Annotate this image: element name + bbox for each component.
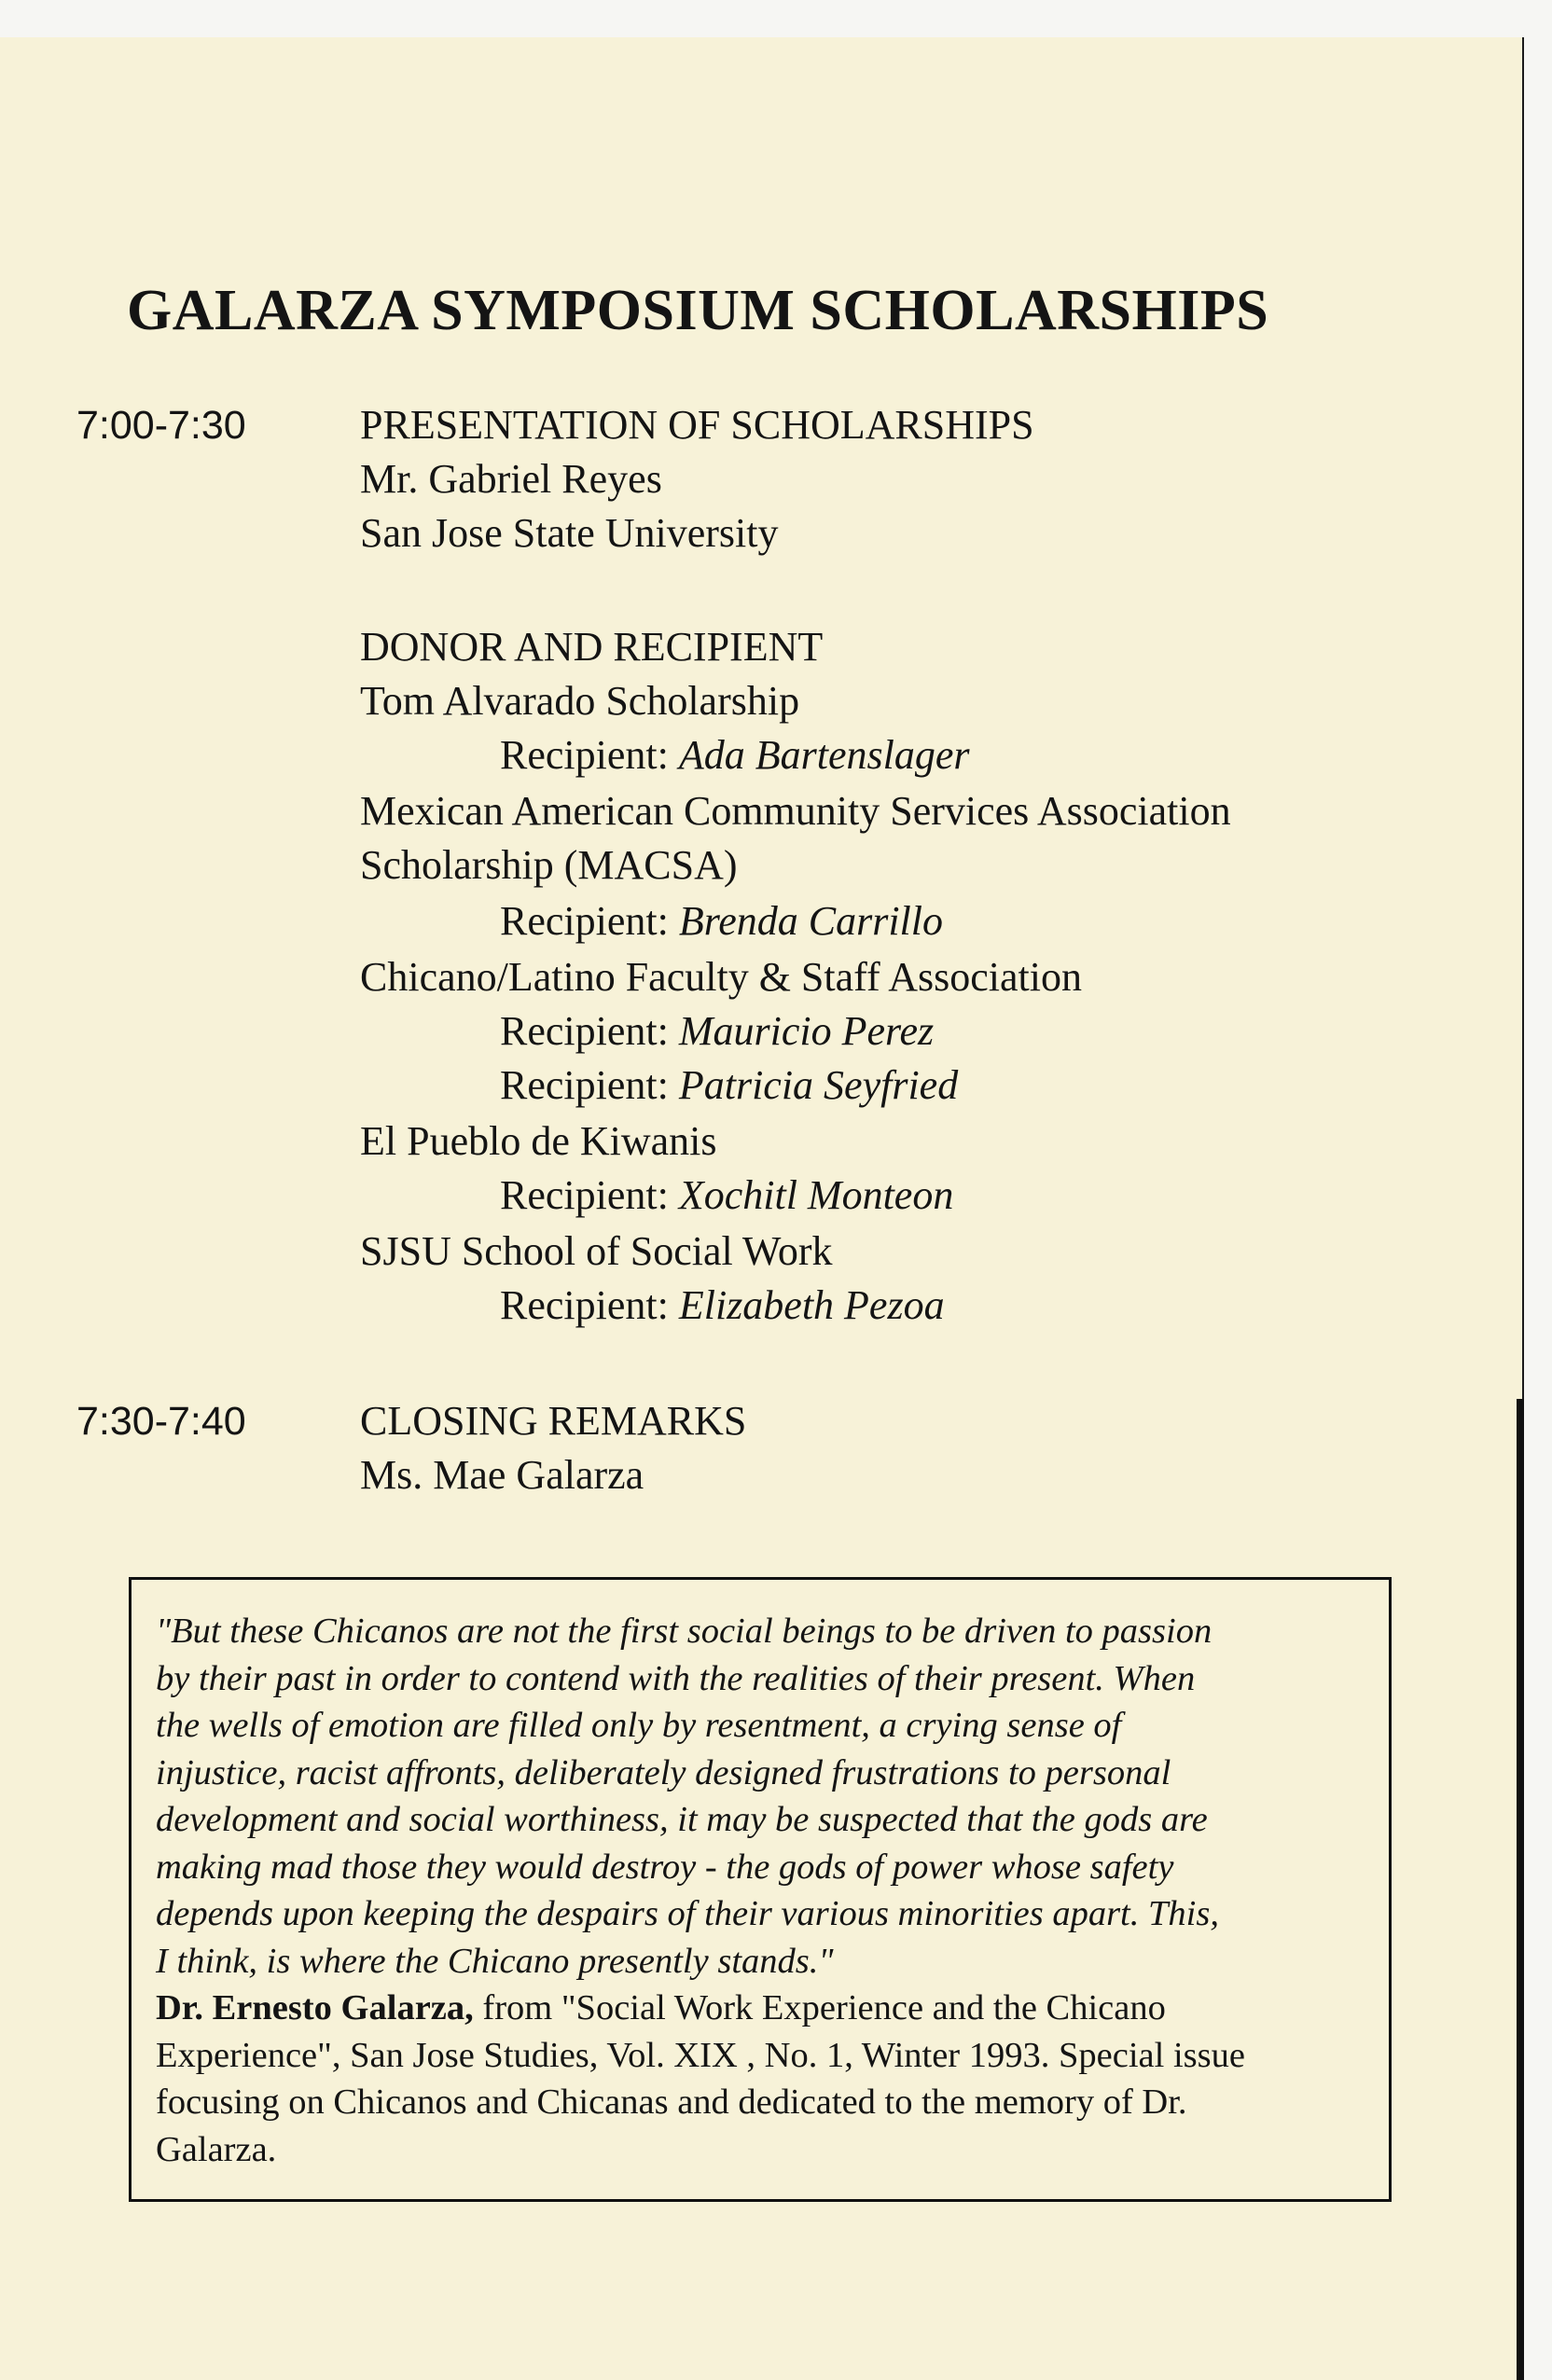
recipient-name: Patricia Seyfried (678, 1062, 959, 1108)
recipient-line (500, 1281, 945, 1329)
quote-line: making mad those they would destroy - the gods of power whose safety (156, 1847, 1174, 1887)
presenter-affiliation: San Jose State University (360, 510, 779, 556)
section-heading-closing: CLOSING REMARKS (360, 1398, 747, 1444)
recipient-label: Recipient: (500, 1008, 669, 1054)
recipient-label: Recipient: (500, 732, 669, 778)
quote-box (129, 1577, 1392, 2202)
recipient-line (500, 1007, 934, 1055)
recipient-name: Ada Bartenslager (678, 732, 970, 778)
quote-line: I think, is where the Chicano presently stands." (156, 1941, 834, 1981)
quote-line: by their past in order to contend with the realities of their present. When (156, 1658, 1196, 1698)
quote-citation (156, 1985, 1368, 2173)
page-edge-shadow (1517, 1399, 1524, 2380)
citation-line (156, 1985, 1368, 2032)
recipient-label: Recipient: (500, 1172, 669, 1218)
citation-text: from "Social Work Experience and the Chicano (473, 1988, 1166, 2027)
quote-line: depends upon keeping the despairs of their various minorities apart. This, (156, 1894, 1219, 1933)
citation-line: Galarza. (156, 2129, 277, 2169)
presenter-name: Mr. Gabriel Reyes (360, 456, 662, 502)
quote-author: Dr. Ernesto Galarza, (156, 1988, 474, 2027)
time-slot-1: 7:00-7:30 (76, 403, 246, 448)
donor-name: SJSU School of Social Work (360, 1228, 833, 1274)
quote-text (156, 1608, 1368, 1985)
donor-name: El Pueblo de Kiwanis (360, 1118, 717, 1164)
recipient-name: Elizabeth Pezoa (678, 1282, 945, 1328)
section-heading-donors: DONOR AND RECIPIENT (360, 624, 824, 670)
page-title: GALARZA SYMPOSIUM SCHOLARSHIPS (127, 279, 1269, 342)
section-heading-presentation: PRESENTATION OF SCHOLARSHIPS (360, 402, 1034, 448)
quote-line: "But these Chicanos are not the first social beings to be driven to passion (156, 1612, 1212, 1651)
recipient-line (500, 731, 969, 779)
citation-line: Experience", San Jose Studies, Vol. XIX , No. 1, Winter 1993. Special issue (156, 2035, 1245, 2075)
recipient-name: Xochitl Monteon (678, 1172, 954, 1218)
donor-name-continued: Scholarship (MACSA) (360, 842, 738, 888)
recipient-line (500, 1061, 958, 1109)
recipient-label: Recipient: (500, 1062, 669, 1108)
quote-line: injustice, racist affronts, deliberately designed frustrations to personal (156, 1752, 1171, 1792)
recipient-line (500, 897, 943, 945)
recipient-name: Mauricio Perez (678, 1008, 935, 1054)
donor-name: Tom Alvarado Scholarship (360, 678, 800, 724)
citation-line: focusing on Chicanos and Chicanas and dedicated to the memory of Dr. (156, 2082, 1187, 2122)
recipient-label: Recipient: (500, 898, 669, 944)
donor-name: Mexican American Community Services Association (360, 788, 1231, 834)
quote-line: development and social worthiness, it may be suspected that the gods are (156, 1800, 1208, 1839)
time-slot-2: 7:30-7:40 (76, 1399, 246, 1444)
recipient-line (500, 1171, 953, 1219)
quote-line: the wells of emotion are filled only by resentment, a crying sense of (156, 1706, 1122, 1745)
recipient-label: Recipient: (500, 1282, 669, 1328)
recipient-name: Brenda Carrillo (678, 898, 944, 944)
closing-speaker: Ms. Mae Galarza (360, 1452, 644, 1498)
donor-name: Chicano/Latino Faculty & Staff Association (360, 954, 1082, 1000)
